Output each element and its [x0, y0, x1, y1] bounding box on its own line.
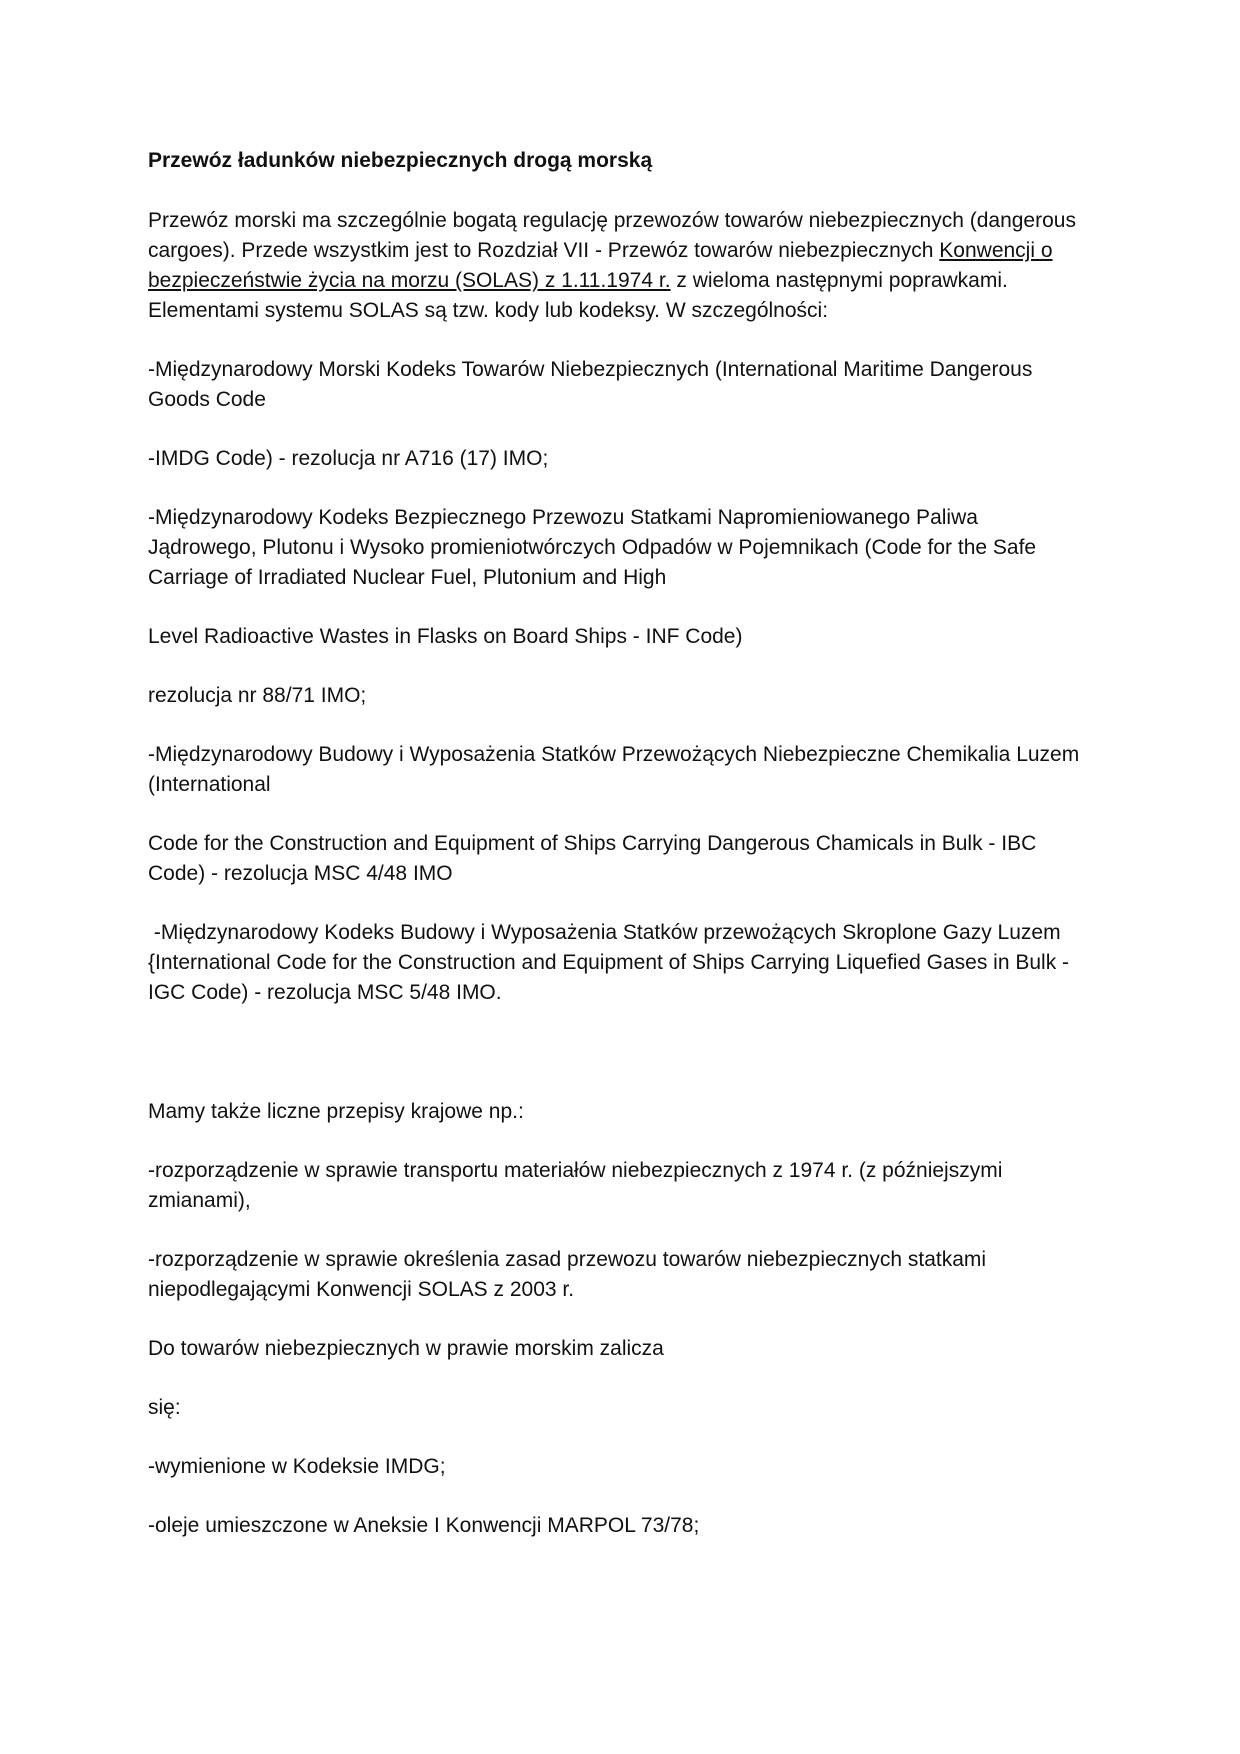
solas-convention-link[interactable]: Konwencji o bezpieczeństwie życia na morzu (SOLAS) z 1.11.1974 r. — [148, 239, 1053, 292]
paragraph-spacer — [148, 1037, 1088, 1097]
intro-paragraph — [148, 206, 1088, 326]
paragraph-inf-code: -Międzynarodowy Kodeks Bezpiecznego Przewozu Statkami Napromieniowanego Paliwa Jądrowego, Plutonu i Wysoko promieniotwórczych Odpadów w Pojemnikach (Code for the Safe Carriage of Irradiated Nuclear Fuel, Plutonium and High — [148, 506, 1037, 589]
paragraph-national-rules: Mamy także liczne przepisy krajowe np.: — [148, 1100, 524, 1123]
intro-text-before-link: Przewóz morski ma szczególnie bogatą regulację przewozów towarów niebezpiecznych (dangerous cargoes). Przede wszystkim jest to Rozdział VII - Przewóz towarów niebezpiecznych — [148, 209, 1076, 262]
paragraph-definition-continued: się: — [148, 1396, 181, 1419]
paragraph-inf-resolution: rezolucja nr 88/71 IMO; — [148, 684, 367, 707]
paragraph-dangerous-goods-definition: Do towarów niebezpiecznych w prawie morskim zalicza — [148, 1337, 664, 1360]
document-title: Przewóz ładunków niebezpiecznych drogą morską — [148, 149, 653, 172]
document-body — [148, 146, 1088, 1570]
intro-text-after-link: z wieloma następnymi poprawkami. Elementami systemu SOLAS są tzw. kody lub kodeksy. W szczególności: — [148, 269, 1008, 322]
list-item-marpol: -oleje umieszczone w Aneksie I Konwencji MARPOL 73/78; — [148, 1514, 700, 1537]
paragraph-ibc-code-continued: Code for the Construction and Equipment of Ships Carrying Dangerous Chamicals in Bulk - IBC Code) - rezolucja MSC 4/48 IMO — [148, 832, 1037, 885]
paragraph-inf-code-continued: Level Radioactive Wastes in Flasks on Board Ships - INF Code) — [148, 625, 743, 648]
list-item-imdg: -wymienione w Kodeksie IMDG; — [148, 1455, 446, 1478]
paragraph-regulation-2003: -rozporządzenie w sprawie określenia zasad przewozu towarów niebezpiecznych statkami niepodlegającymi Konwencji SOLAS z 2003 r. — [148, 1248, 987, 1301]
paragraph-igc-code: -Międzynarodowy Kodeks Budowy i Wyposażenia Statków przewożących Skroplone Gazy Luzem {International Code for the Construction and Equipment of Ships Carrying Liquefied Gases in Bulk - IGC Code) - rezolucja MSC 5/48 IMO. — [148, 921, 1075, 1004]
paragraph-regulation-1974: -rozporządzenie w sprawie transportu materiałów niebezpiecznych z 1974 r. (z późniejszymi zmianami), — [148, 1159, 1003, 1212]
paragraph-imdg-code: -Międzynarodowy Morski Kodeks Towarów Niebezpiecznych (International Maritime Dangerous Goods Code — [148, 358, 1033, 411]
paragraph-ibc-code: -Międzynarodowy Budowy i Wyposażenia Statków Przewożących Niebezpieczne Chemikalia Luzem (International — [148, 743, 1080, 796]
paragraph-imdg-resolution: -IMDG Code) - rezolucja nr A716 (17) IMO; — [148, 447, 549, 470]
